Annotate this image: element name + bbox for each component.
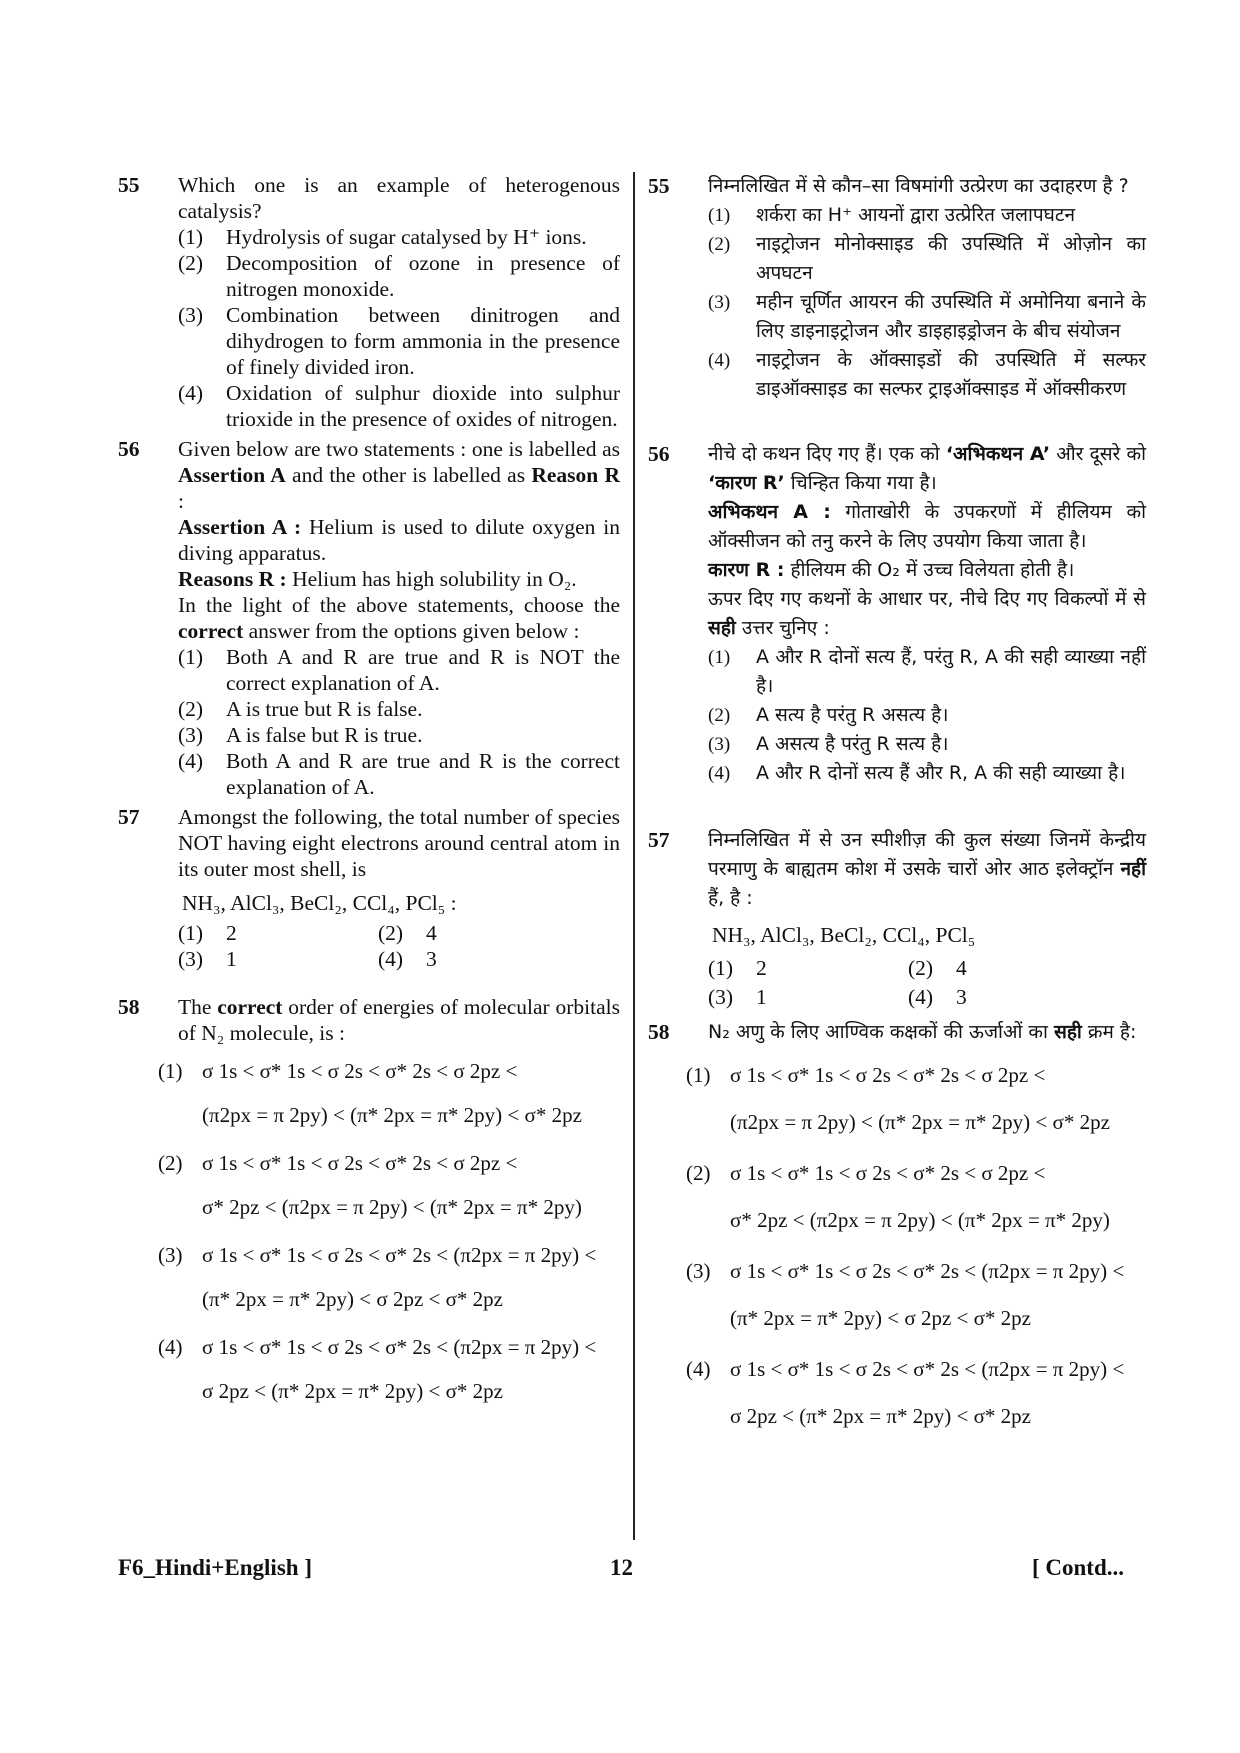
question-instruction: ऊपर दिए गए कथनों के आधार पर, नीचे दिए गए विकल्पों में से सही उत्तर चुनिए : [708,588,1146,639]
question-58-hi [648,1018,1146,1047]
option-text: A सत्य है परंतु R असत्य है। [756,704,949,726]
option-3: (3) A is false but R is true. [178,722,620,748]
option-1: (1) σ 1s < σ* 1s < σ 2s < σ* 2s < σ 2pz < [158,1059,518,1083]
option-line-1: σ 1s < σ* 1s < σ 2s < σ* 2s < (π2px = π 2py) < [730,1259,1125,1283]
footer-paper-code: F6_Hindi+English ] [118,1555,312,1580]
question-number: 58 [118,995,140,1019]
question-text: The correct order of energies of molecular orbitals of N₂ molecule, is : [178,995,620,1045]
option-line-1: σ 1s < σ* 1s < σ 2s < σ* 2s < (π2px = π 2py) < [202,1335,597,1359]
option-1: (1) Hydrolysis of sugar catalysed by H⁺ ions. [178,224,620,250]
english-column [118,172,620,1404]
option-4: (4) 3 [378,947,437,971]
option-2: (2) Decomposition of ozone in presence of nitrogen monoxide. [178,251,620,301]
option-2: (2) σ 1s < σ* 1s < σ 2s < σ* 2s < σ 2pz < [158,1151,518,1175]
question-intro: नीचे दो कथन दिए गए हैं। एक को ‘अभिकथन A’ और दूसरे को ‘कारण R’ चिन्हित किया गया है। [708,443,1146,494]
option-3-line-2: (π* 2px = π* 2py) < σ 2pz < σ* 2pz [730,1306,1032,1330]
question-intro: Given below are two statements : one is labelled as Assertion A and the other is labelled as Reason R : [178,437,620,513]
option-text: Hydrolysis of sugar catalysed by H⁺ ions. [226,225,587,249]
option-text: Decomposition of ozone in presence of nitrogen monoxide. [226,251,620,301]
option-3: (3) σ 1s < σ* 1s < σ 2s < σ* 2s < (π2px = π 2py) < [686,1257,1146,1286]
option-2: (2) A is true but R is false. [178,696,620,722]
option-2-line-2: σ* 2pz < (π2px = π 2py) < (π* 2px = π* 2py) [730,1208,1110,1232]
option-1: (1) 2 [178,921,237,945]
question-number: 58 [648,1020,670,1044]
mo-options-en [158,1058,620,1404]
option-3: (3) σ 1s < σ* 1s < σ 2s < σ* 2s < (π2px = π 2py) < [158,1243,597,1267]
question-instruction: In the light of the above statements, choose the correct answer from the options given below : [178,593,620,643]
question-number: 57 [648,828,670,852]
option-4: (4) Oxidation of sulphur dioxide into sulphur trioxide in the presence of oxides of nitrogen. [178,381,620,431]
question-58-en [118,994,620,1046]
option-text: A असत्य है परंतु R सत्य है। [756,733,949,755]
option-2: (2) σ 1s < σ* 1s < σ 2s < σ* 2s < σ 2pz < [686,1159,1146,1188]
question-text: Which one is an example of heterogenous catalysis? [178,173,620,223]
option-text: A और R दोनों सत्य हैं और R, A की सही व्याख्या है। [756,762,1126,784]
question-57-en [118,804,620,980]
question-number: 55 [118,173,140,197]
option-text: A और R दोनों सत्य हैं, परंतु R, A की सही व्याख्या नहीं है। [756,646,1146,697]
assertion-statement: Assertion A : Helium is used to dilute oxygen in diving apparatus. [178,515,620,565]
option-4: (4) नाइट्रोजन के ऑक्साइडों की उपस्थिति में सल्फर डाइऑक्साइड का सल्फर ट्राइऑक्साइड में ऑक्सीकरण [708,346,1146,404]
option-4: (4) Both A and R are true and R is the correct explanation of A. [178,749,620,799]
question-56-hi [648,440,1146,818]
option-3: (3) A असत्य है परंतु R सत्य है। [708,730,1146,759]
option-line-1: σ 1s < σ* 1s < σ 2s < σ* 2s < σ 2pz < [202,1151,518,1175]
option-line-1: σ 1s < σ* 1s < σ 2s < σ* 2s < σ 2pz < [730,1161,1046,1185]
question-text: निम्नलिखित में से उन स्पीशीज़ की कुल संख्या जिनमें केन्द्रीय परमाणु के बाह्यतम कोश में उसके चारों ओर आठ इलेक्ट्रॉन नहीं हैं, है : [708,829,1146,909]
question-55-hi [648,172,1146,434]
question-text: N₂ अणु के लिए आण्विक कक्षकों की ऊर्जाओं का सही क्रम है: [708,1021,1137,1043]
option-4: (4) σ 1s < σ* 1s < σ 2s < σ* 2s < (π2px = π 2py) < [158,1335,597,1359]
option-4: (4) σ 1s < σ* 1s < σ 2s < σ* 2s < (π2px = π 2py) < [686,1355,1146,1384]
option-2-line-2: σ* 2pz < (π2px = π 2py) < (π* 2px = π* 2py) [202,1195,582,1219]
option-line-1: σ 1s < σ* 1s < σ 2s < σ* 2s < σ 2pz < [730,1063,1046,1087]
option-text: नाइट्रोजन मोनोक्साइड की उपस्थिति में ओज़ोन का अपघटन [756,233,1146,284]
question-number: 56 [648,442,670,466]
reason-statement: Reasons R : Helium has high solubility in O₂. [178,567,577,591]
question-55-en [118,172,620,431]
option-text: A is true but R is false. [226,697,423,721]
options-grid [178,920,620,972]
option-1: (1) σ 1s < σ* 1s < σ 2s < σ* 2s < σ 2pz < [686,1061,1146,1090]
option-text: शर्करा का H⁺ आयनों द्वारा उत्प्रेरित जलापघटन [756,204,1076,226]
option-text: Both A and R are true and R is the correct explanation of A. [226,749,620,799]
footer-page-number: 12 [610,1555,633,1580]
question-number: 55 [648,174,670,198]
column-divider [633,172,635,1540]
species-formula: NH₃, AlCl₃, BeCl₂, CCl₄, PCl₅ [712,923,976,947]
reason-statement: कारण R : हीलियम की O₂ में उच्च विलेयता होती है। [708,559,1075,581]
option-line-1: σ 1s < σ* 1s < σ 2s < σ* 2s < (π2px = π 2py) < [202,1243,597,1267]
option-text: A is false but R is true. [226,723,423,747]
question-text: Amongst the following, the total number of species NOT having eight electrons around central atom in its outer most shell, is [178,805,620,881]
option-1: (1) Both A and R are true and R is NOT the correct explanation of A. [178,645,620,695]
option-3: (3) 1 [708,985,767,1009]
option-3-line-2: (π* 2px = π* 2py) < σ 2pz < σ* 2pz [202,1287,504,1311]
option-4: (4) A और R दोनों सत्य हैं और R, A की सही व्याख्या है। [708,759,1146,788]
option-text: Combination between dinitrogen and dihydrogen to form ammonia in the presence of finely divided iron. [226,303,620,379]
option-line-1: σ 1s < σ* 1s < σ 2s < σ* 2s < σ 2pz < [202,1059,518,1083]
question-56-en [118,436,620,799]
option-1: (1) A और R दोनों सत्य हैं, परंतु R, A की सही व्याख्या नहीं है। [708,643,1146,701]
question-number: 56 [118,437,140,461]
option-2: (2) A सत्य है परंतु R असत्य है। [708,701,1146,730]
option-2: (2) नाइट्रोजन मोनोक्साइड की उपस्थिति में ओज़ोन का अपघटन [708,230,1146,288]
option-1-line-2: (π2px = π 2py) < (π* 2px = π* 2py) < σ* 2pz [730,1110,1110,1134]
option-2: (2) 4 [908,956,967,980]
option-text: नाइट्रोजन के ऑक्साइडों की उपस्थिति में सल्फर डाइऑक्साइड का सल्फर ट्राइऑक्साइड में ऑक्सीकरण [756,349,1146,400]
option-4-line-2: σ 2pz < (π* 2px = π* 2py) < σ* 2pz [730,1404,1032,1428]
species-formula: NH₃, AlCl₃, BeCl₂, CCl₄, PCl₅ : [182,891,457,915]
assertion-statement: अभिकथन A : गोताखोरी के उपकरणों में हीलियम को ऑक्सीजन को तनु करने के लिए उपयोग किया जाता है। [708,501,1146,552]
option-1: (1) 2 [708,956,767,980]
option-1: (1) शर्करा का H⁺ आयनों द्वारा उत्प्रेरित जलापघटन [708,201,1146,230]
hindi-column [648,172,1146,1431]
option-3: (3) महीन चूर्णित आयरन की उपस्थिति में अमोनिया बनाने के लिए डाइनाइट्रोजन और डाइहाइड्रोजन के बीच संयोजन [708,288,1146,346]
option-text: महीन चूर्णित आयरन की उपस्थिति में अमोनिया बनाने के लिए डाइनाइट्रोजन और डाइहाइड्रोजन के बीच संयोजन [756,291,1146,342]
option-3: (3) 1 [178,947,237,971]
option-1-line-2: (π2px = π 2py) < (π* 2px = π* 2py) < σ* 2pz [202,1103,582,1127]
question-text: निम्नलिखित में से कौन–सा विषमांगी उत्प्रेरण का उदाहरण है ? [708,175,1129,197]
options-grid [708,954,1146,1012]
mo-options-hi [686,1061,1146,1431]
option-text: Both A and R are true and R is NOT the correct explanation of A. [226,645,620,695]
option-text: Oxidation of sulphur dioxide into sulphur trioxide in the presence of oxides of nitrogen. [226,381,620,431]
footer-contd: [ Contd... [1032,1555,1125,1580]
option-line-1: σ 1s < σ* 1s < σ 2s < σ* 2s < (π2px = π 2py) < [730,1357,1125,1381]
option-3: (3) Combination between dinitrogen and dihydrogen to form ammonia in the presence of finely divided iron. [178,303,620,379]
option-4-line-2: σ 2pz < (π* 2px = π* 2py) < σ* 2pz [202,1379,504,1403]
question-57-hi [648,826,1146,1008]
question-number: 57 [118,805,140,829]
option-4: (4) 3 [908,985,967,1009]
option-2: (2) 4 [378,921,437,945]
